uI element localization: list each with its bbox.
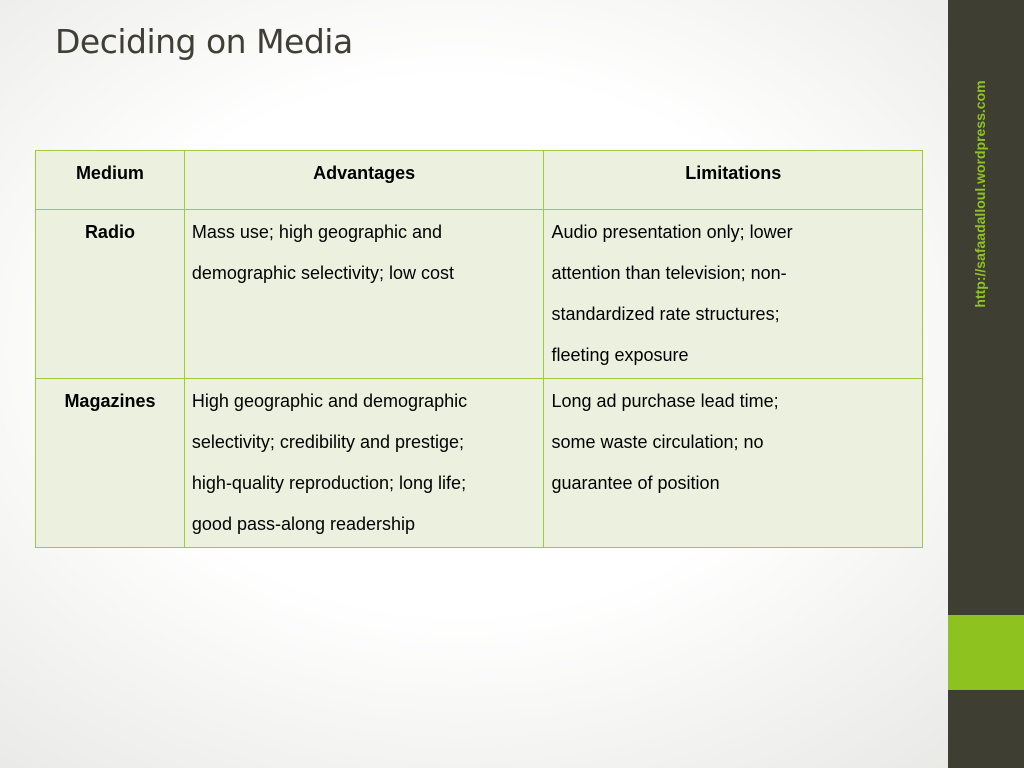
- cell-line: Audio presentation only; lower: [551, 222, 793, 242]
- limitations-cell: [544, 379, 923, 548]
- cell-line: selectivity; credibility and prestige;: [191, 432, 465, 452]
- cell-line: Mass use; high geographic and: [191, 222, 443, 242]
- cell-line: Long ad purchase lead time;: [551, 391, 779, 411]
- cell-line: guarantee of position: [551, 473, 720, 493]
- media-comparison-table: [35, 150, 923, 548]
- slide-title: Deciding on Media: [55, 22, 353, 61]
- limitations-cell: [544, 210, 923, 379]
- cell-line: good pass-along readership: [191, 514, 416, 534]
- side-url-text: http://safaadalloul.wordpress.com: [972, 80, 988, 308]
- cell-line: attention than television; non-: [551, 263, 787, 283]
- table-row: [36, 379, 923, 548]
- header-limitations: Limitations: [544, 151, 923, 210]
- cell-line: standardized rate structures;: [551, 304, 780, 324]
- cell-line: High geographic and demographic: [191, 391, 468, 411]
- table-header-row: [36, 151, 923, 210]
- advantages-cell: [184, 379, 544, 548]
- cell-line: some waste circulation; no: [551, 432, 764, 452]
- medium-cell: Magazines: [36, 379, 185, 548]
- advantages-cell: [184, 210, 544, 379]
- cell-line: demographic selectivity; low cost: [191, 263, 455, 283]
- cell-line: high-quality reproduction; long life;: [191, 473, 467, 493]
- header-medium: Medium: [36, 151, 185, 210]
- medium-cell: Radio: [36, 210, 185, 379]
- side-accent-block: [948, 615, 1024, 690]
- header-advantages: Advantages: [184, 151, 544, 210]
- table-row: [36, 210, 923, 379]
- cell-line: fleeting exposure: [551, 345, 689, 365]
